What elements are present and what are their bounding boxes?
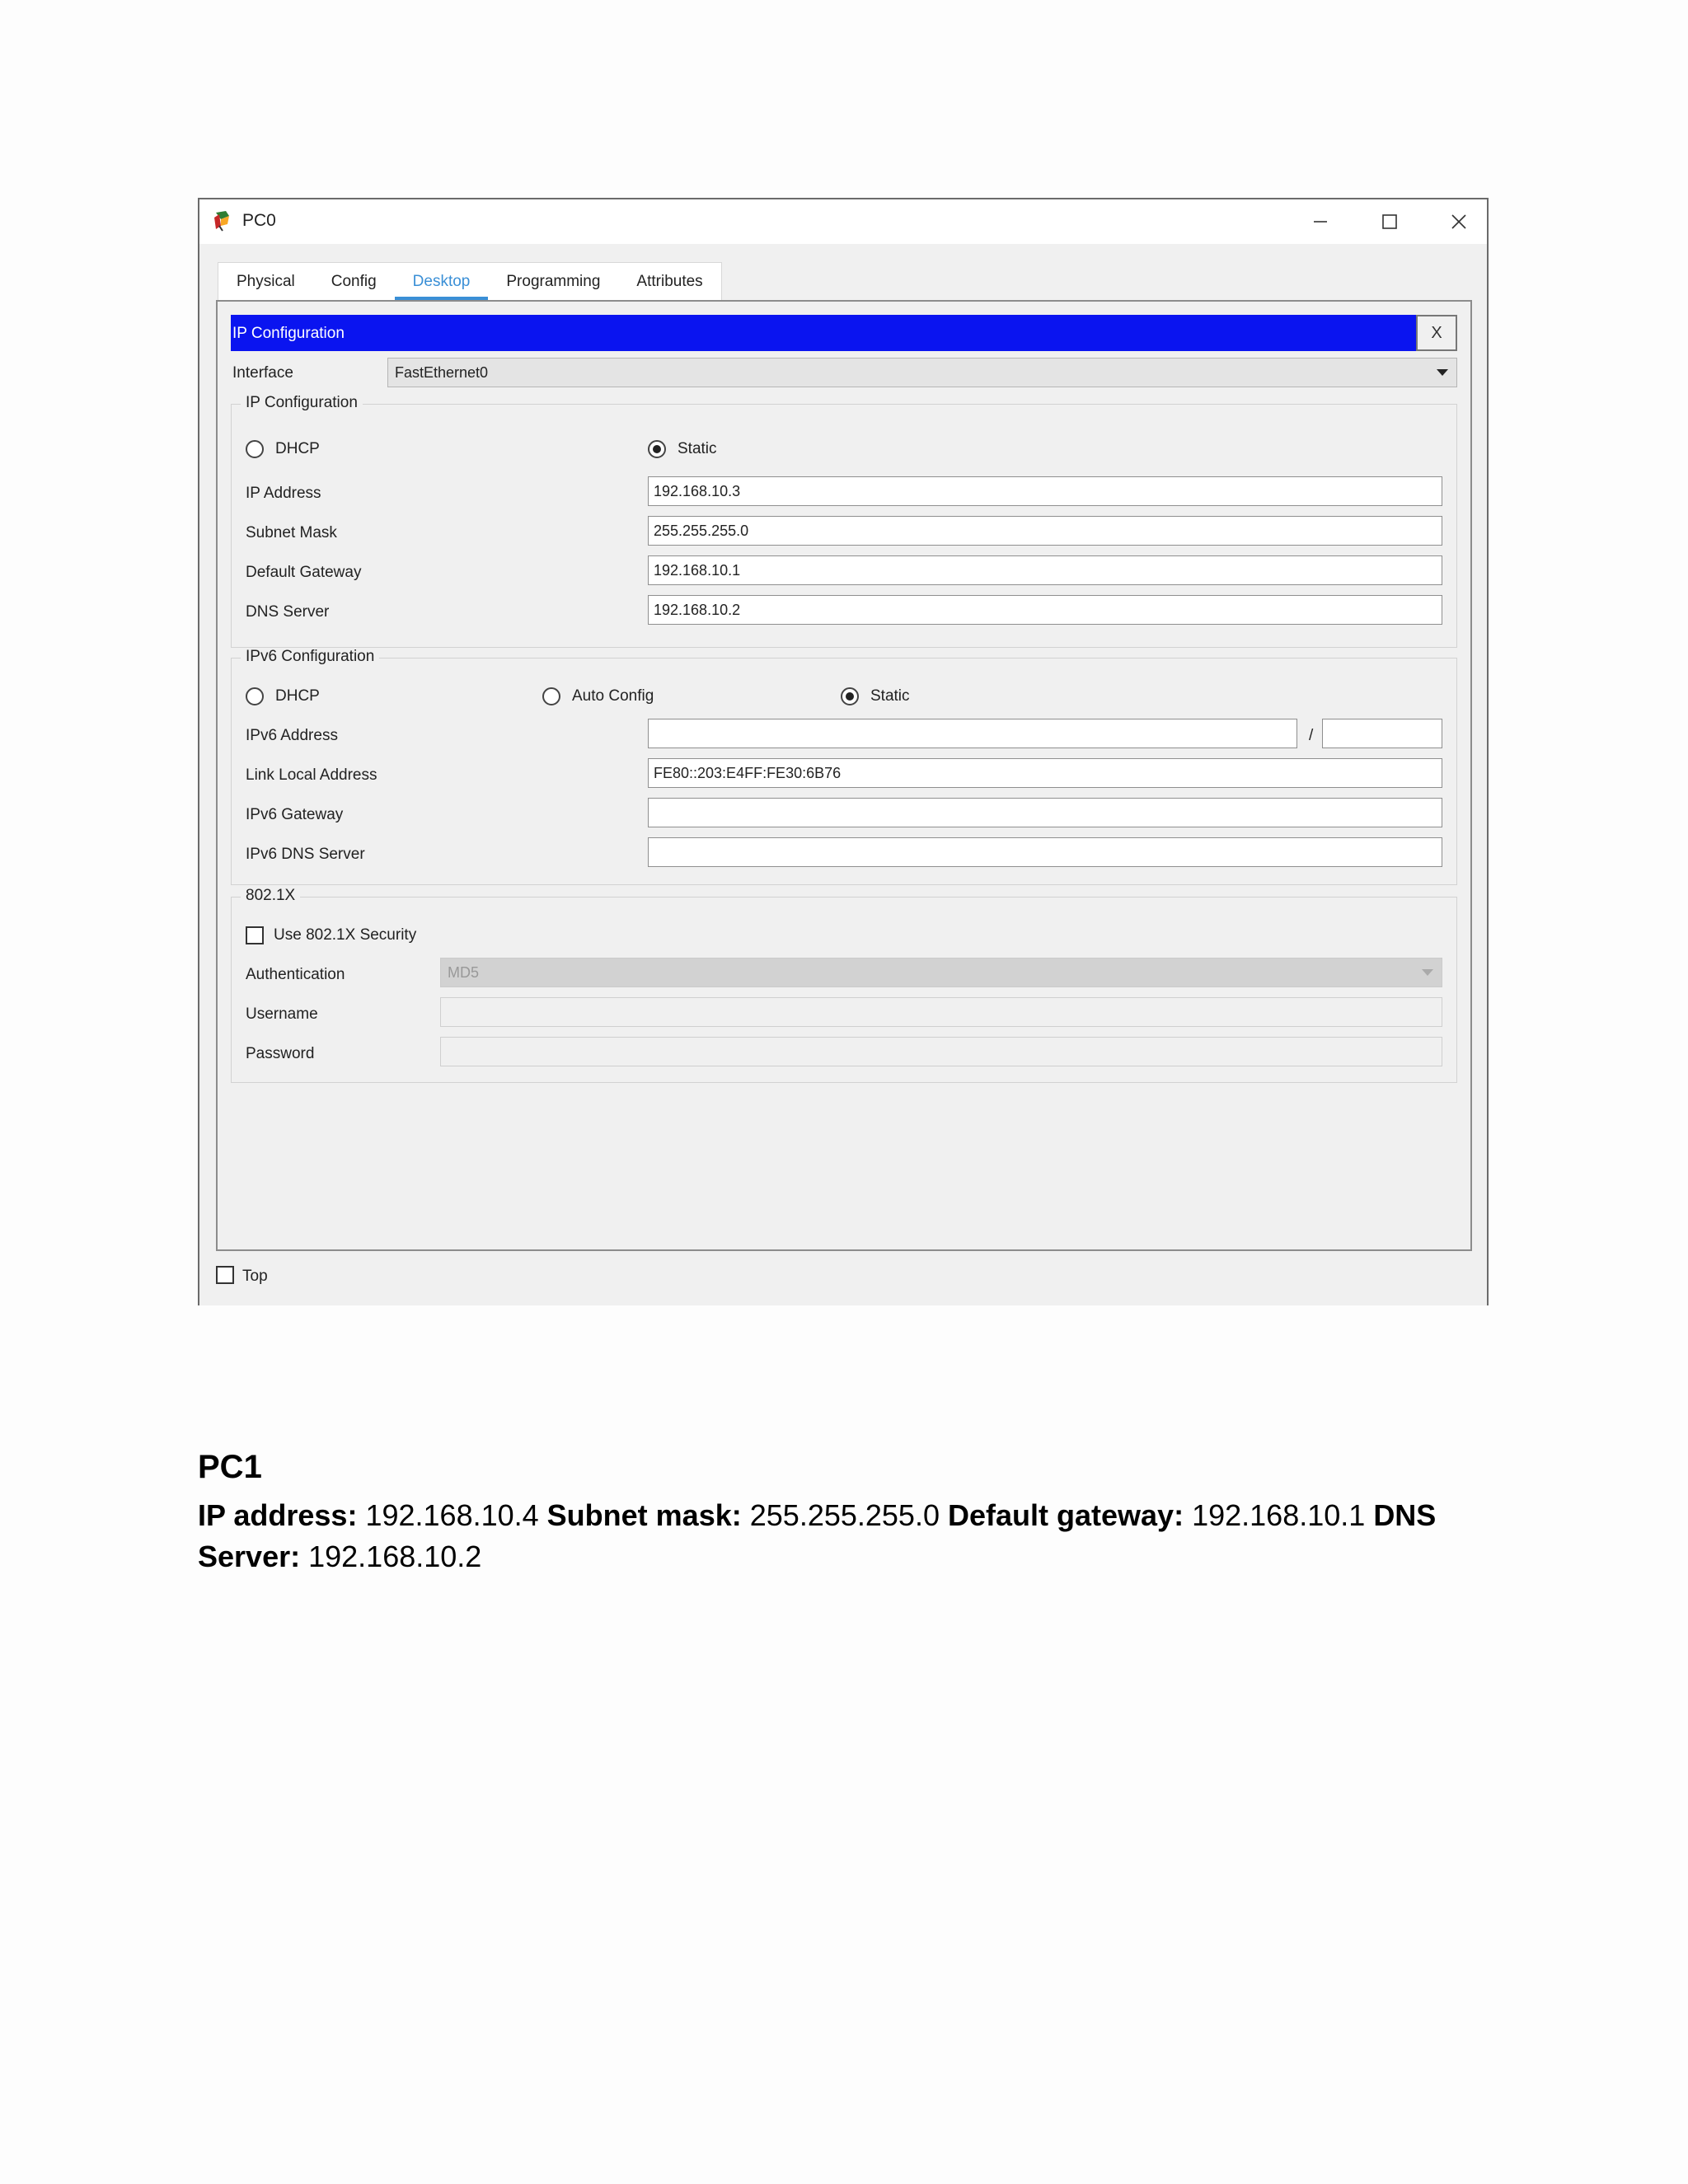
- password-field[interactable]: [440, 1037, 1442, 1066]
- ip-address-doc-label: IP address:: [198, 1498, 358, 1532]
- ipv4-dhcp-label: DHCP: [275, 440, 320, 457]
- subnet-mask-label: Subnet Mask: [246, 524, 337, 541]
- dns-server-doc-value: 192.168.10.2: [308, 1540, 482, 1573]
- doc-paragraph: [198, 1495, 1500, 1577]
- ip-address-doc-value: 192.168.10.4: [365, 1498, 539, 1532]
- ipv6-gateway-label: IPv6 Gateway: [246, 806, 344, 823]
- subnet-mask-field[interactable]: 255.255.255.0: [648, 516, 1442, 546]
- ipv4-dhcp-radio[interactable]: [246, 440, 264, 458]
- close-window-button[interactable]: [1432, 199, 1485, 244]
- ipv6-dhcp-label: DHCP: [275, 687, 320, 705]
- maximize-button[interactable]: [1363, 199, 1416, 244]
- ipv6-dns-label: IPv6 DNS Server: [246, 846, 365, 863]
- authentication-value: MD5: [448, 964, 480, 981]
- interface-label: Interface: [232, 364, 293, 382]
- tab-programming[interactable]: Programming: [506, 273, 601, 290]
- ipv6-address-label: IPv6 Address: [246, 727, 338, 744]
- dns-server-label: DNS Server: [246, 603, 330, 621]
- dot1x-group-label: 802.1X: [241, 887, 300, 905]
- app-icon: [211, 209, 234, 232]
- ip-address-label: IP Address: [246, 485, 321, 502]
- ipv6-dhcp-radio[interactable]: [246, 687, 264, 705]
- tab-config[interactable]: Config: [331, 273, 377, 290]
- subnet-mask-doc-value: 255.255.255.0: [749, 1498, 940, 1532]
- tab-desktop[interactable]: Desktop: [395, 263, 489, 301]
- ip-address-field[interactable]: 192.168.10.3: [648, 476, 1442, 506]
- desktop-panel: [216, 300, 1472, 1251]
- chevron-down-icon: [1437, 369, 1448, 376]
- title-bar[interactable]: [199, 199, 1487, 244]
- tab-physical[interactable]: Physical: [237, 273, 295, 290]
- ipv6-auto-config-label: Auto Config: [572, 687, 654, 705]
- use-8021x-label: Use 802.1X Security: [274, 926, 417, 944]
- ip-config-header: [231, 315, 1457, 351]
- ipv6-prefix-field[interactable]: [1322, 719, 1442, 748]
- ipv6-dns-field[interactable]: [648, 837, 1442, 867]
- minimize-button[interactable]: [1294, 199, 1347, 244]
- ipv6-static-radio[interactable]: [841, 687, 859, 705]
- username-label: Username: [246, 1005, 318, 1023]
- ipv6-group-label: IPv6 Configuration: [241, 648, 379, 666]
- minimize-icon: [1311, 213, 1329, 231]
- ipv6-address-field[interactable]: [648, 719, 1297, 748]
- ipv4-static-label: Static: [678, 440, 717, 457]
- ipv4-group-label: IP Configuration: [241, 394, 363, 412]
- authentication-select[interactable]: [440, 958, 1442, 987]
- dns-server-field[interactable]: 192.168.10.2: [648, 595, 1442, 625]
- chevron-down-icon: [1422, 969, 1433, 976]
- top-checkbox-label: Top: [242, 1268, 268, 1285]
- default-gateway-doc-value: 192.168.10.1: [1192, 1498, 1366, 1532]
- dns-server-doc-label: DNS Server:: [198, 1498, 1437, 1573]
- ipv6-gateway-field[interactable]: [648, 798, 1442, 827]
- link-local-field[interactable]: FE80::203:E4FF:FE30:6B76: [648, 758, 1442, 788]
- tab-bar: [218, 262, 722, 301]
- top-checkbox[interactable]: [216, 1266, 234, 1284]
- default-gateway-label: Default Gateway: [246, 564, 362, 581]
- interface-value: FastEthernet0: [395, 364, 489, 381]
- window-title: PC0: [242, 211, 276, 230]
- subnet-mask-doc-label: Subnet mask:: [546, 1498, 742, 1532]
- use-8021x-checkbox[interactable]: [246, 926, 264, 944]
- password-label: Password: [246, 1045, 315, 1062]
- default-gateway-field[interactable]: 192.168.10.1: [648, 555, 1442, 585]
- close-icon: [1450, 213, 1468, 231]
- link-local-label: Link Local Address: [246, 766, 377, 784]
- ip-config-close-button[interactable]: X: [1416, 315, 1457, 351]
- default-gateway-doc-label: Default gateway:: [948, 1498, 1184, 1532]
- ipv4-static-radio[interactable]: [648, 440, 666, 458]
- ip-config-title: IP Configuration: [232, 325, 345, 342]
- interface-select[interactable]: [387, 358, 1457, 387]
- ipv6-static-label: Static: [870, 687, 910, 705]
- doc-heading: PC1: [198, 1449, 262, 1485]
- ipv6-auto-config-radio[interactable]: [542, 687, 560, 705]
- authentication-label: Authentication: [246, 966, 345, 983]
- prefix-slash: /: [1309, 727, 1314, 744]
- tab-attributes[interactable]: Attributes: [636, 273, 703, 290]
- maximize-icon: [1381, 213, 1399, 231]
- pc0-window: [198, 198, 1489, 1305]
- username-field[interactable]: [440, 997, 1442, 1027]
